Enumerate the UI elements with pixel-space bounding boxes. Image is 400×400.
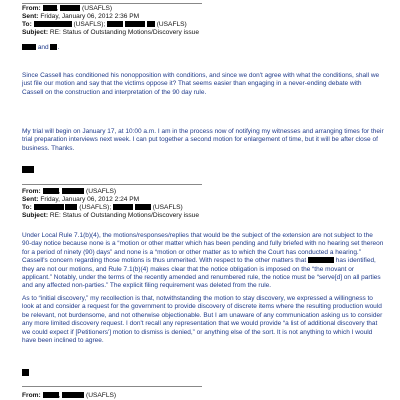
redaction-box xyxy=(107,21,123,27)
redaction-box xyxy=(62,392,84,398)
redaction-box xyxy=(22,44,36,50)
redaction-box xyxy=(43,188,59,194)
email2-from-line: From: , (USAFLS) xyxy=(22,188,117,195)
signature-redaction xyxy=(22,369,29,376)
redaction-box xyxy=(43,5,57,11)
email1-paragraph: Since Cassell has conditioned his nonopposition with conditions, and since we don't agree with what the conditions, shall we just file our motion and say that the victims oppose it? That seems easier than engaging in a never-ending debate with Cassell on the construction and interpretation of the 90 day rule. xyxy=(22,72,380,96)
email1-to-line: To: (USAFLS); (USAFLS) xyxy=(22,21,187,28)
redaction-box xyxy=(308,257,334,263)
email1-paragraph: My trial will begin on January 17, at 10:00 a.m. I am in the process now of notifying my witnesses and arranging times for their trial preparation interviews next week. I can put together a second motion for enlargement of time, but it will be after close of business. Thanks. xyxy=(22,128,384,152)
redaction-box xyxy=(113,204,133,210)
email2-paragraph: Under Local Rule 7.1(b)(4), the motions/responses/replies that would be the subject of the extension are not subject to the 90-day notice because none is a “motion or other matter which has been pending and fully briefed with no hearing set thereon for a period of ninety (90) days” and none is a “motion or other matter as to which the Court has conducted a hearing.” Cassell's concern regarding those motions is thus unmerited. With respect to the other matters that has identified, they are not our motions, and Rule 7.1(b)(4) makes clear that the notice obligation is imposed on the “the movant or applicant.” Notably, under the terms of the recently amended and renumbered rule, the notice must be “serve[d] on all parties and any affected non-parties.” The explicit filing requirement was deleted from the rule. xyxy=(22,232,384,290)
header-divider xyxy=(22,184,202,185)
email1-sent-line: Sent: Friday, January 06, 2012 2:36 PM xyxy=(22,13,140,20)
email2-paragraph: As to “initial discovery,” my recollection is that, notwithstanding the motion to stay discovery, we expressed a willingness to look at and consider a request for the government to provide discovery of discrete items where the resulting production would be relevant, not burdensome, and not otherwise objectionable. But I am unaware of any communication asking us to consider any more limited discovery request. I don't recall any representation that we would provide “a list of additional discovery that we could expect if [Petitioners'] motion to dismiss is denied,” or anything else of the sort. It is not anything to which I would have been inclined to agree. xyxy=(22,295,383,345)
signature-redaction xyxy=(22,166,34,173)
email1-subject-line: Subject: RE: Status of Outstanding Motions/Discovery issue xyxy=(22,29,200,36)
redaction-box xyxy=(62,188,84,194)
redaction-box xyxy=(147,21,155,27)
redaction-box xyxy=(43,392,59,398)
email2-sent-line: Sent: Friday, January 06, 2012 2:24 PM xyxy=(22,196,140,203)
redaction-box xyxy=(34,204,64,210)
redaction-box xyxy=(34,21,72,27)
email1-from-line: From: , (USAFLS) xyxy=(22,5,113,12)
email2-to-line: To: (USAFLS); (USAFLS) xyxy=(22,204,183,211)
email2-subject-line: Subject: RE: Status of Outstanding Motions/Discovery issue xyxy=(22,212,200,219)
redaction-box xyxy=(60,5,80,11)
redaction-box xyxy=(65,204,77,210)
email1-greeting: and . xyxy=(22,44,384,52)
redaction-box xyxy=(135,204,151,210)
redaction-box xyxy=(125,21,145,27)
header-divider xyxy=(22,3,202,4)
header-divider xyxy=(22,386,202,387)
email3-from-line: From: , (USAFLS) xyxy=(22,392,117,399)
